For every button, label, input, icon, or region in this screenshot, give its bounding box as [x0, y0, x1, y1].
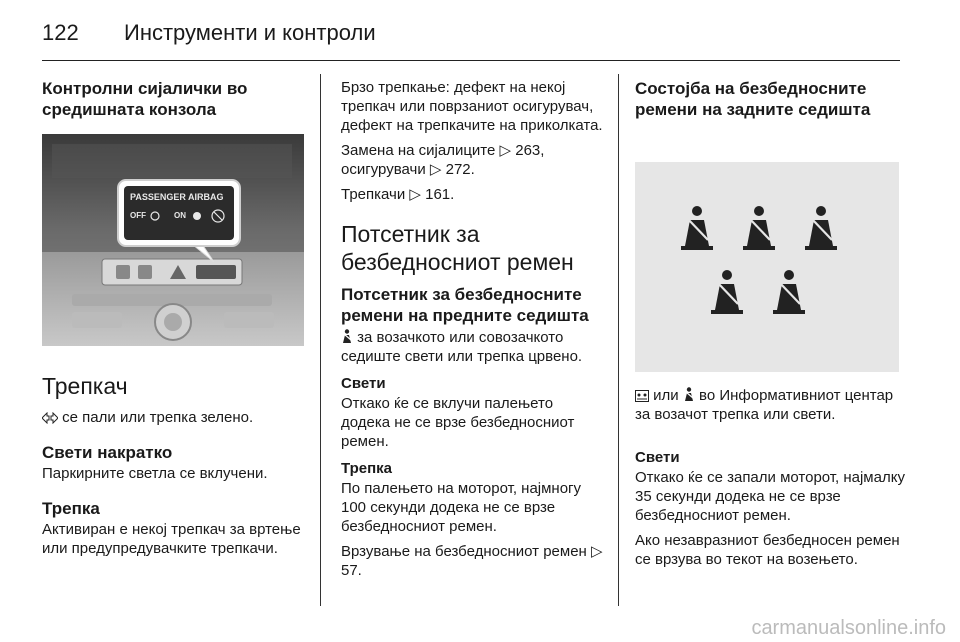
blinker-paragraph — [42, 408, 304, 427]
rear-status-text: во Информативниот центар за возачот трепка или свети. — [635, 387, 894, 423]
flashing-text: Активиран е некој трепкач за вртење или предупредувачките трепкачи. — [42, 521, 301, 557]
heading-front-seats: Потсетник за безбедносните ремени на предните седишта — [341, 285, 589, 325]
heading-flashing: Трепка — [42, 499, 100, 518]
heading-rear-seats: Состојба на безбедносните ремени на задните седишта — [635, 79, 871, 119]
turn-signals-page: 161. — [425, 186, 455, 203]
column-3 — [635, 78, 905, 575]
seatbelt-icon — [683, 387, 695, 402]
chapter-title: Инструменти и контроли — [124, 20, 376, 45]
page-ref-arrow-icon: ▷ — [429, 161, 442, 178]
turn-signals-label: Трепкачи — [341, 186, 406, 203]
page-ref-arrow-icon: ▷ — [591, 543, 603, 560]
page-ref-arrow-icon: ▷ — [409, 186, 421, 203]
rear-seatbelt-display — [635, 162, 899, 372]
fuses-page: 272. — [445, 161, 475, 178]
subheading-flashing: Трепка — [341, 460, 393, 477]
subheading-lit: Свети — [341, 375, 386, 392]
column-divider — [320, 74, 321, 606]
bulb-replace-page: 263 — [515, 142, 541, 159]
column-1 — [42, 78, 304, 564]
airbag-on-label: ON — [174, 211, 186, 220]
airbag-on-icon — [193, 212, 201, 220]
heading-seatbelt-reminder: Потсетник за безбедносниот ремен — [341, 221, 574, 275]
front-seats-paragraph — [341, 328, 603, 366]
fasten-belt-ref — [341, 542, 603, 580]
column-2 — [341, 78, 603, 586]
column-divider — [618, 74, 619, 606]
section-title-console: Контролни сијалички во средишната конзола — [42, 79, 248, 119]
airbag-off-label: OFF — [130, 211, 146, 220]
front-seats-text: за возачкото или совозачкото седиште свети или трепка црвено. — [341, 329, 583, 365]
flashing-engine-text: По палењето на моторот, најмногу 100 секунди додека не се врзе безбедносниот ремен. — [341, 480, 582, 535]
lit-briefly-text: Паркирните светла се вклучени. — [42, 465, 268, 482]
page-header — [42, 14, 918, 52]
seatbelt-icon — [341, 329, 353, 344]
fast-flash-text: Брзо трепкање: дефект на некој трепкач или поврзаниот осигурувач, дефект на трепкачите на приколката. — [341, 79, 603, 134]
rear-belt-status-icon — [635, 390, 649, 402]
fuses-label: осигурувачи — [341, 161, 426, 178]
fasten-belt-page: 57. — [341, 562, 362, 579]
turn-signals-ref — [341, 185, 603, 204]
bulb-replace-ref: Замена на сијалиците ▷ 263, осигурувачи ▷ 272. — [341, 142, 545, 178]
lit-text: Откако ќе се вклучи палењето додека не се врзе безбедносниот ремен. — [341, 395, 575, 450]
heading-lit-briefly: Свети накратко — [42, 443, 173, 462]
bulb-replace-label: Замена на сијалиците — [341, 142, 496, 159]
fasten-belt-label: Врзување на безбедносниот ремен — [341, 543, 587, 560]
lit-rear-text: Откако ќе се запали моторот, најмалку 35 секунди додека не се врзе безбедносниот ремен. — [635, 469, 905, 524]
page-ref-arrow-icon: ▷ — [499, 142, 512, 159]
unfastened-text: Ако незавразниот безбедносен ремен се врзува во текот на возењето. — [635, 532, 900, 568]
display-background — [635, 162, 899, 372]
page-number: 122 — [42, 20, 79, 45]
subheading-lit-rear: Свети — [635, 449, 680, 466]
center-console-photo — [42, 134, 304, 346]
or-word: или — [653, 387, 679, 404]
header-rule — [42, 60, 900, 61]
heading-blinker: Трепкач — [42, 373, 128, 399]
turn-signal-icon — [42, 412, 58, 424]
blinker-text: се пали или трепка зелено. — [62, 409, 254, 426]
watermark: carmanualsonline.info — [751, 617, 946, 639]
rear-status-paragraph — [635, 386, 905, 424]
airbag-label: PASSENGER AIRBAG — [130, 192, 224, 202]
